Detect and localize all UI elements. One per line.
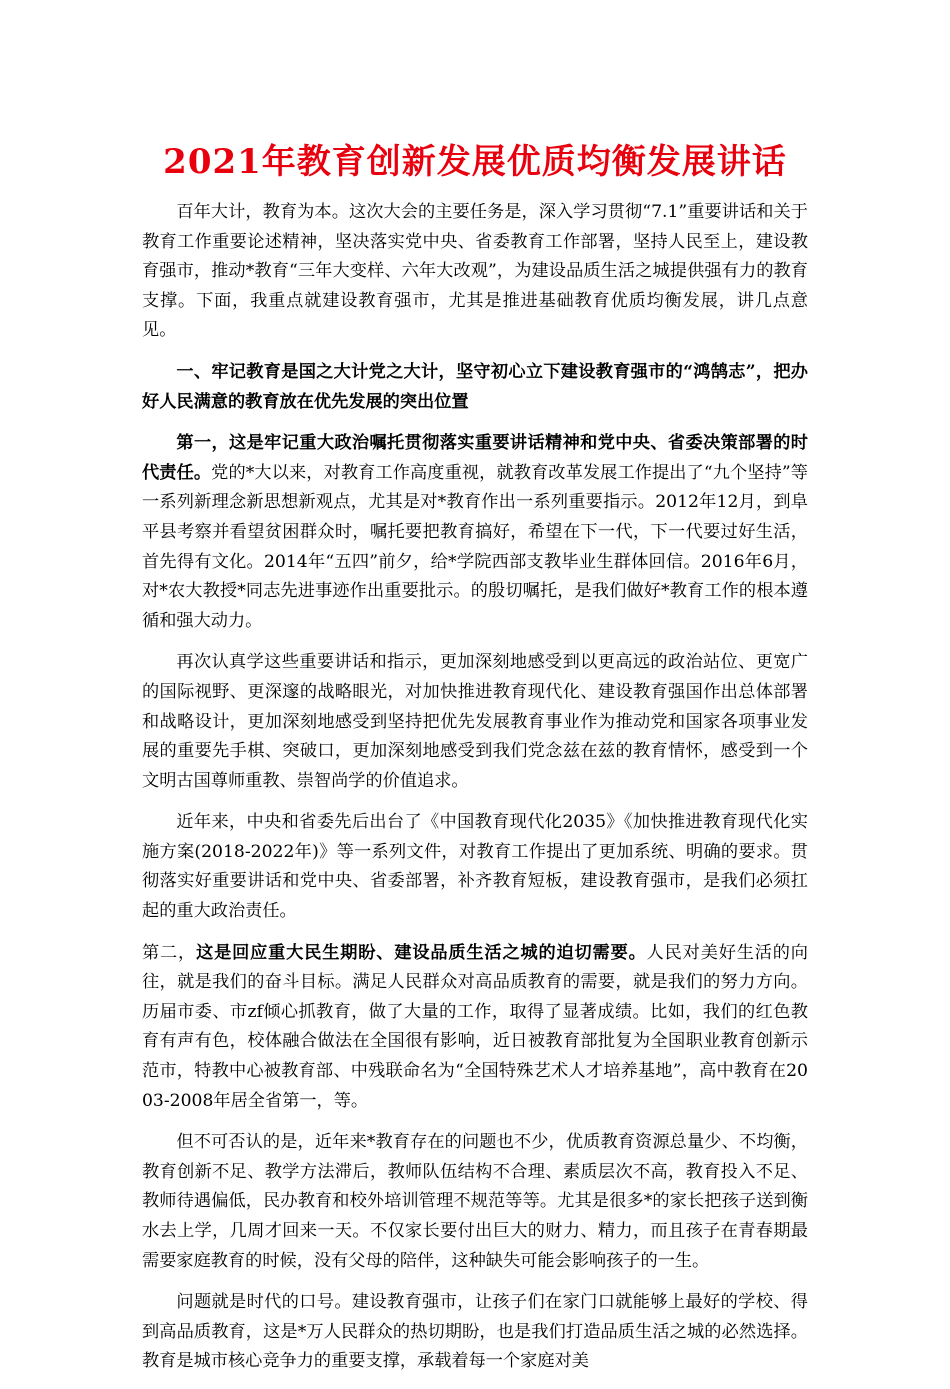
paragraph-lead: 这是回应重大民生期盼、建设品质生活之城的迫切需要。: [196, 942, 647, 963]
paragraph-text: 近年来，中央和省委先后出台了《中国教育现代化2035》《加快推进教育现代化实施方案(2018-2022年)》等一系列文件，对教育工作提出了更加系统、明确的要求。贯彻落实好重要讲话和党中央、省委部署，补齐教育短板，建设教育强市，是我们必须扛起的重大政治责任。: [142, 812, 808, 922]
paragraph-text: 再次认真学这些重要讲话和指示，更加深刻地感受到以更高远的政治站位、更宽广的国际视野、更深邃的战略眼光，对加快推进教育现代化、建设教育强国作出总体部署和战略设计，更加深刻地感受到坚持把优先发展教育事业作为推动党和国家各项事业发展的重要先手棋、突破口，更加深刻地感受到我们党念兹在兹的教育情怀，感受到一个文明古国尊师重教、崇智尚学的价值追求。: [142, 652, 808, 791]
paragraph-lead: 第一，这是牢记重大政治嘱托贯彻落实重要讲话精神和党中央、省委决策部署的时代责任。: [142, 433, 808, 483]
paragraph-second-point: [142, 939, 808, 1117]
paragraph-text: 百年大计，教育为本。这次大会的主要任务是，深入学习贯彻“7.1”重要讲话和关于教育工作重要论述精神，坚决落实党中央、省委教育工作部署，坚持人民至上，建设教育强市，推动*教育“三年大变样、六年大改观”，为建设品质生活之城提供强有力的教育支撑。下面，我重点就建设教育强市，尤其是推进基础教育优质均衡发展，讲几点意见。: [142, 202, 808, 341]
paragraph-text: 人民对美好生活的向往，就是我们的奋斗目标。满足人民群众对高品质教育的需要，就是我们的努力方向。历届市委、市zf倾心抓教育，做了大量的工作，取得了显著成绩。比如，我们的红色教育有声有色，校体融合做法在全国很有影响，近日被教育部批复为全国职业教育创新示范市，特教中心被教育部、中残联命名为“全国特殊艺术人才培养基地”，高中教育在2003-2008年居全省第一，等。: [142, 942, 808, 1111]
paragraph-lead-prefix: 第二，: [142, 942, 197, 963]
paragraph-text: 但不可否认的是，近年来*教育存在的问题也不少，优质教育资源总量少、不均衡，教育创新不足、教学方法滞后，教师队伍结构不合理、素质层次不高，教育投入不足、教师待遇偏低，民办教育和校外培训管理不规范等等。尤其是很多*的家长把孩子送到衡水去上学，几周才回来一天。不仅家长要付出巨大的财力、精力，而且孩子在青春期最需要家庭教育的时候，没有父母的陪伴，这种缺失可能会影响孩子的一生。: [142, 1132, 808, 1271]
document-page: [142, 138, 808, 1389]
paragraph-text: 问题就是时代的口号。建设教育强市，让孩子们在家门口就能够上最好的学校、得到高品质教育，这是*万人民群众的热切期盼，也是我们打造品质生活之城的必然选择。教育是城市核心竞争力的重要支撑，承载着每一个家庭对美: [142, 1292, 808, 1372]
paragraph-first-point: [142, 429, 808, 636]
paragraph-expectations: [142, 1288, 808, 1377]
document-title: 2021年教育创新发展优质均衡发展讲话: [163, 142, 787, 182]
paragraph-intro: [142, 198, 808, 346]
paragraph-problems: [142, 1128, 808, 1276]
heading-text: 一、牢记教育是国之大计党之大计，坚守初心立下建设教育强市的“鸿鹄志”，把办好人民满意的教育放在优先发展的突出位置: [142, 361, 808, 412]
paragraph-documents: [142, 808, 808, 926]
paragraph-text: 党的*大以来，对教育工作高度重视，就教育改革发展工作提出了“九个坚持”等一系列新理念新思想新观点，尤其是对*教育作出一系列重要指示。2012年12月，到阜平县考察并看望贫困群众时，嘱托要把教育搞好，希望在下一代，下一代要过好生活，首先得有文化。2014年“五四”前夕，给*学院西部支教毕业生群体回信。2016年6月，对*农大教授*同志先进事迹作出重要批示。的殷切嘱托，是我们做好*教育工作的根本遵循和强大动力。: [142, 462, 808, 631]
paragraph-reflection: [142, 648, 808, 796]
section-heading-1: [142, 358, 808, 417]
